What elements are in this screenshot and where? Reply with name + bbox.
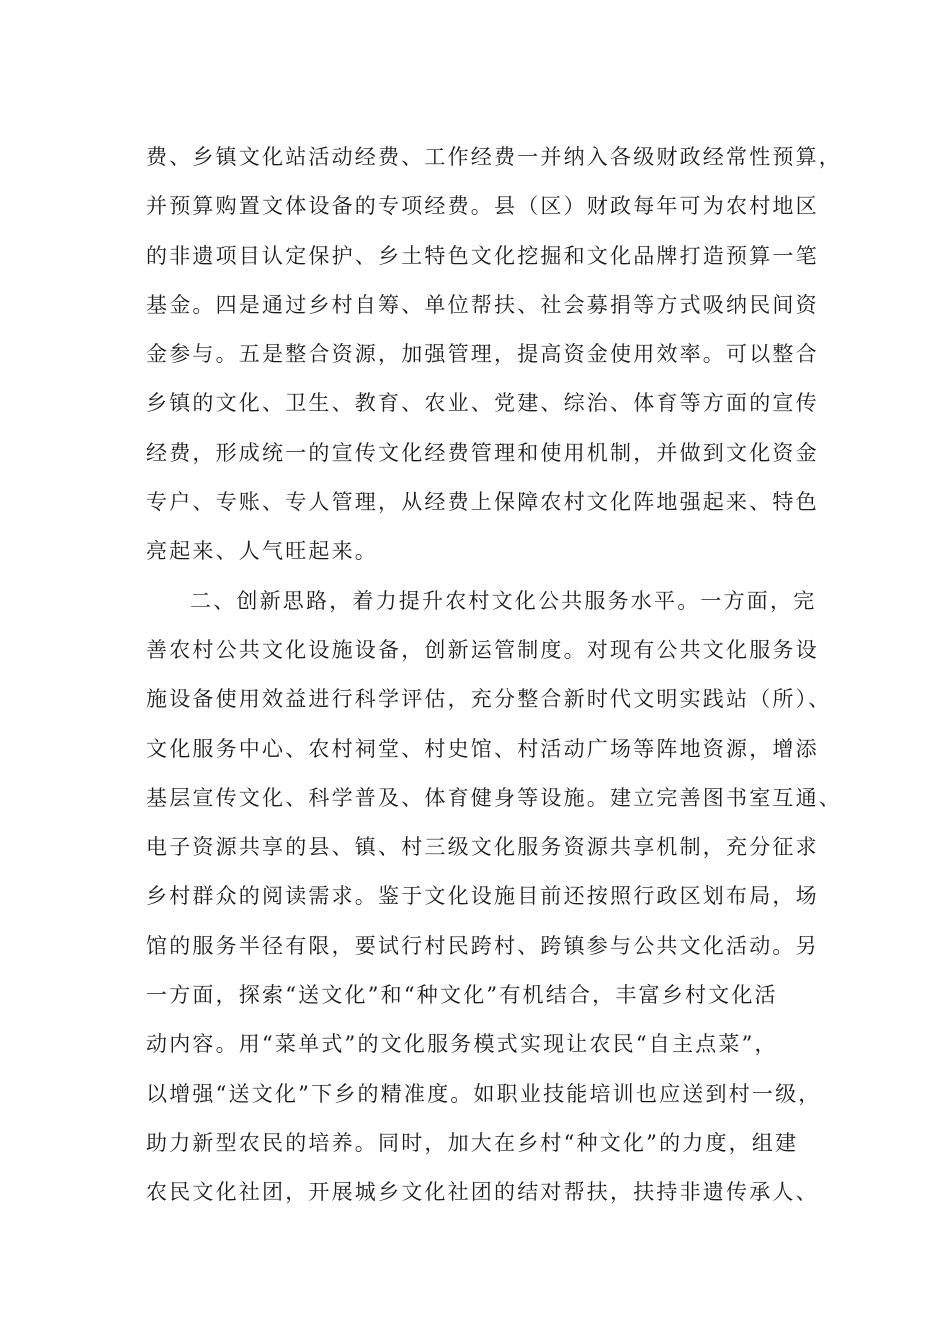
text-line: 文化服务中心、农村祠堂、村史馆、村活动广场等阵地资源，增添 [146,736,819,761]
text-line: 专户、专账、专人管理，从经费上保障农村文化阵地强起来、特色 [146,490,819,515]
text-line: 经费，形成统一的宣传文化经费管理和使用机制，并做到文化资金 [146,440,819,465]
text-line: 并预算购置文体设备的专项经费。县（区）财政每年可为农村地区 [146,194,819,219]
paragraph-start-line: 二、创新思路，着力提升农村文化公共服务水平。一方面，完 [190,588,817,613]
text-line: 基金。四是通过乡村自筹、单位帮扶、社会募捐等方式吸纳民间资 [146,292,819,317]
text-line: 金参与。五是整合资源，加强管理，提高资金使用效率。可以整合 [146,342,819,367]
text-line: 电子资源共享的县、镇、村三级文化服务资源共享机制，充分征求 [146,835,819,860]
text-line: 的非遗项目认定保护、乡土特色文化挖掘和文化品牌打造预算一笔 [146,243,819,268]
text-line: 费、乡镇文化站活动经费、工作经费一并纳入各级财政经常性预算， [146,145,842,169]
text-line: 乡镇的文化、卫生、教育、农业、党建、综治、体育等方面的宣传 [146,391,819,416]
text-line: 助力新型农民的培养。同时，加大在乡村“种文化”的力度，组建 [146,1130,799,1155]
body-text [146,133,842,1218]
text-line: 以增强“送文化”下乡的精准度。如职业技能培训也应送到村一级， [146,1081,822,1106]
text-line: 基层宣传文化、科学普及、体育健身等设施。建立完善图书室互通、 [146,785,842,810]
text-line: 农民文化社团，开展城乡文化社团的结对帮扶，扶持非遗传承人、 [146,1180,819,1205]
text-line: 乡村群众的阅读需求。鉴于文化设施目前还按照行政区划布局，场 [146,884,819,909]
text-line: 亮起来、人气旺起来。 [146,539,378,564]
text-line: 一方面，探索“送文化”和“种文化”有机结合，丰富乡村文化活 [146,983,778,1008]
text-line: 馆的服务半径有限，要试行村民跨村、跨镇参与公共文化活动。另 [146,933,819,958]
text-line: 善农村公共文化设施设备，创新运管制度。对现有公共文化服务设 [146,637,819,662]
text-line: 施设备使用效益进行科学评估，充分整合新时代文明实践站（所）、 [146,687,832,712]
text-line: 动内容。用“菜单式”的文化服务模式实现让农民“自主点菜”， [146,1032,778,1057]
